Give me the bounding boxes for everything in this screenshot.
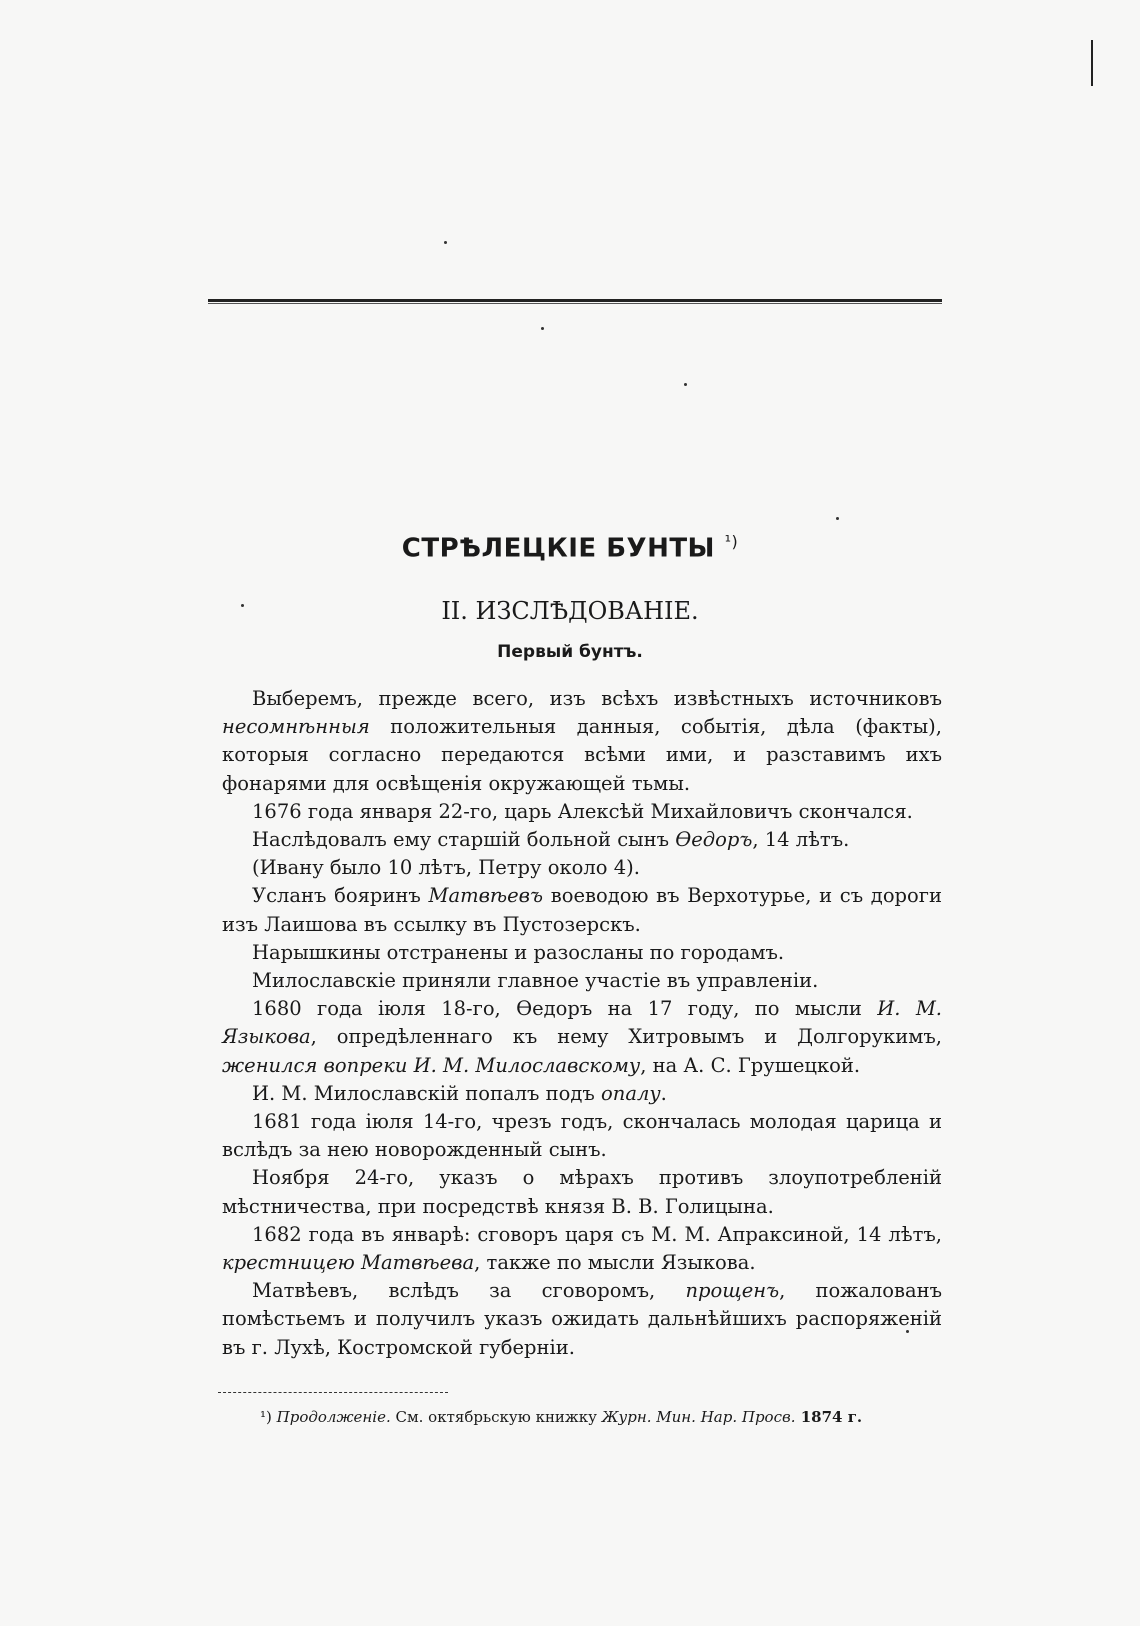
italic-phrase: опалу — [601, 1081, 661, 1105]
paragraph — [222, 1080, 942, 1108]
italic-phrase: крестницею Матвѣева — [222, 1251, 475, 1275]
paragraph — [222, 798, 942, 826]
paragraph — [222, 939, 942, 967]
text-run: Милославскіе приняли главное участіе въ управленіи. — [252, 969, 819, 993]
italic-phrase: несомнѣнныя — [222, 715, 370, 739]
paragraph — [222, 1164, 942, 1220]
italic-phrase: Матвѣевъ — [428, 884, 544, 908]
text-run: Нарышкины отстранены и разосланы по городамъ. — [252, 940, 785, 964]
text-run: , 14 лѣтъ. — [752, 828, 850, 852]
scan-speck — [444, 241, 447, 244]
italic-phrase: И. М. Языкова — [222, 997, 942, 1049]
text-run: 1681 года іюля 14-го, чрезъ годъ, скончалась молодая царица и вслѣдъ за нею новорожденный сынъ. — [222, 1110, 942, 1162]
footnote-rule — [218, 1392, 448, 1394]
paragraph — [222, 967, 942, 995]
section-heading: Первый бунтъ. — [497, 642, 643, 662]
text-run: 1682 года въ январѣ: сговоръ царя съ М. М. Апраксиной, 14 лѣтъ, — [252, 1222, 942, 1246]
italic-phrase: женился вопреки И. М. Милославскому — [222, 1053, 641, 1077]
footnote-lead: Продолженіе. — [276, 1408, 391, 1426]
italic-phrase: прощенъ — [685, 1279, 780, 1303]
text-run: , также по мысли Языкова. — [474, 1251, 756, 1275]
title-footnote-mark: ¹) — [724, 532, 739, 551]
paragraph — [222, 826, 942, 854]
paragraph — [222, 1108, 942, 1164]
text-run: , на А. С. Грушецкой. — [640, 1053, 861, 1077]
article-title-text: СТРѢЛЕЦКІЕ БУНТЫ — [401, 533, 715, 564]
part-subtitle: II. ИЗСЛѢДОВАНІЕ. — [441, 597, 699, 625]
text-run: Усланъ бояринъ — [252, 884, 429, 908]
scan-edge-mark — [1091, 40, 1093, 86]
footnote-mark: ¹) — [260, 1408, 272, 1426]
scan-speck — [836, 517, 839, 520]
text-run: 1676 года января 22-го, царь Алексѣй Михайловичъ скончался. — [252, 799, 913, 823]
text-run: Ноября 24-го, указъ о мѣрахъ противъ злоупотребленій мѣстничества, при посредствѣ князя В. В. Голицына. — [222, 1166, 942, 1218]
footnote-year: 1874 г. — [795, 1408, 863, 1426]
text-run: И. М. Милославскій попалъ подъ — [252, 1081, 602, 1105]
scan-speck — [541, 327, 544, 330]
body-text — [222, 685, 942, 1362]
paragraph — [222, 685, 942, 798]
text-run: воеводою въ Верхотурье, и съ дороги изъ Лаишова въ ссылку въ Пустозерскъ. — [222, 884, 942, 936]
paragraph — [222, 995, 942, 1080]
italic-phrase: Ѳедоръ — [675, 828, 753, 852]
text-run: , опредѣленнаго къ нему Хитровымъ и Долгорукимъ, — [310, 1025, 942, 1049]
text-run: Выберемъ, прежде всего, изъ всѣхъ извѣстныхъ источниковъ — [252, 687, 942, 710]
text-run: 1680 года іюля 18-го, Ѳедоръ на 17 году, по мысли — [252, 997, 878, 1021]
header-rule-underline — [208, 303, 942, 304]
header-rule — [208, 299, 942, 302]
footnote — [260, 1408, 960, 1426]
paragraph — [222, 1221, 942, 1277]
footnote-text: См. октябрьскую книжку — [390, 1408, 602, 1426]
paragraph — [222, 1277, 942, 1362]
text-run: положительныя данныя, событія, дѣла (факты), которыя согласно передаются всѣми ими, и разставимъ ихъ фонарями для освѣщенія окружающей тьмы. — [222, 715, 942, 795]
text-run: Наслѣдовалъ ему старшій больной сынъ — [252, 828, 676, 852]
text-run: (Ивану было 10 лѣтъ, Петру около 4). — [252, 856, 640, 880]
footnote-journal: Журн. Мин. Нар. Просв. — [601, 1408, 796, 1426]
text-run: , пожалованъ помѣстьемъ и получилъ указъ ожидать дальнѣйшихъ распоряженій въ г. Лухѣ, Костромской губерніи. — [222, 1279, 942, 1359]
text-run: . — [660, 1081, 667, 1105]
article-title — [0, 532, 1140, 564]
paragraph — [222, 882, 942, 938]
text-run: Матвѣевъ, вслѣдъ за сговоромъ, — [252, 1279, 686, 1303]
scan-speck — [684, 383, 687, 386]
paragraph — [222, 854, 942, 882]
